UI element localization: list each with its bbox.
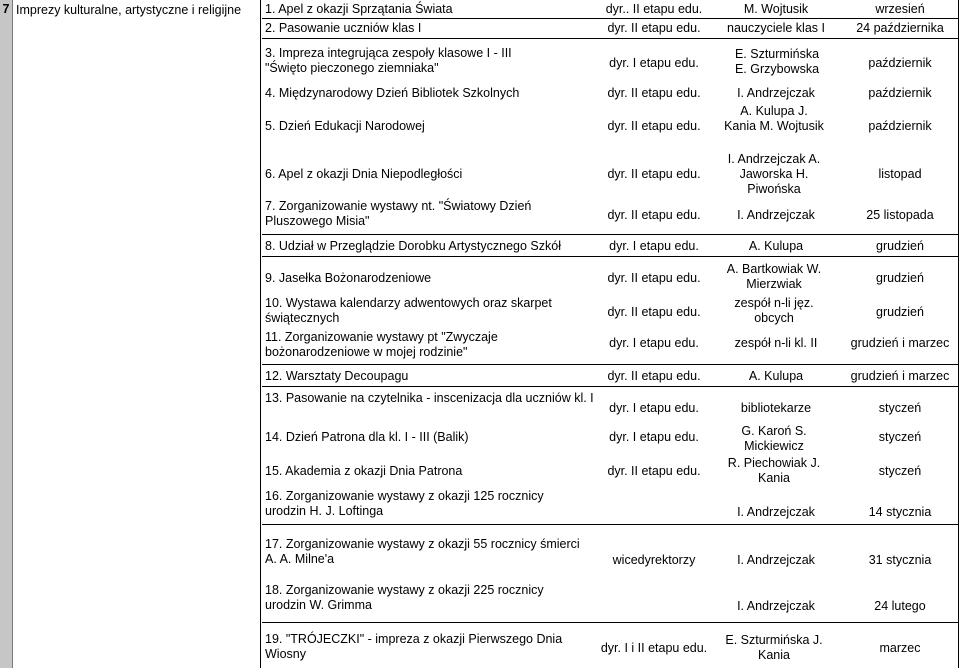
date-cell: grudzień [876,239,924,253]
table-row [262,151,959,197]
group-cell: dyr. II etapu edu. [607,305,701,319]
table-row [262,534,959,574]
event-cell: 17. Zorganizowanie wystawy z okazji 55 rocznicy śmierci A. A. Milne'a [265,537,580,566]
date-cell: październik [868,86,932,100]
event-cell: 12. Warsztaty Decoupagu [265,369,409,383]
event-cell: 14. Dzień Patrona dla kl. I - III (Balik) [265,430,469,444]
date-cell: październik [868,56,932,70]
group-cell: dyr. I etapu edu. [609,401,699,415]
table-row [262,296,959,330]
group-cell: wicedyrektorzy [612,553,696,567]
event-cell: 2. Pasowanie uczniów klas I [265,21,422,35]
date-cell: 25 listopada [866,208,934,222]
event-cell: 9. Jasełka Bożonarodzeniowe [265,271,432,285]
group-cell: dyr. I etapu edu. [609,239,699,253]
group-cell: dyr. I etapu edu. [609,430,699,444]
responsible-cell: I. Andrzejczak [737,599,815,613]
responsible-cell: M. Wojtusik [743,2,809,16]
event-cell: 16. Zorganizowanie wystawy z okazji 125 rocznicy urodzin H. J. Loftinga [265,489,544,518]
event-cell: 1. Apel z okazji Sprzątania Świata [265,2,453,16]
column-divider [260,0,261,668]
date-cell: grudzień i marzec [850,336,950,350]
responsible-cell: bibliotekarze [740,401,812,415]
responsible-cell: E. Szturmińska J. Kania [725,633,823,662]
event-cell: 3. Impreza integrująca zespoły klasowe I - III "Święto pieczonego ziemniaka" [265,46,512,75]
event-cell: 4. Międzynarodowy Dzień Bibliotek Szkolnych [265,86,520,100]
table-row [262,86,959,104]
event-cell: 6. Apel z okazji Dnia Niepodległości [265,167,463,181]
date-cell: październik [868,119,932,133]
responsible-cell: R. Piechowiak J. Kania [727,456,821,485]
table-row [262,197,959,235]
section-number: 7 [2,2,10,16]
table-row [262,260,959,296]
responsible-cell: zespół n-li jęz. obcych [734,296,814,325]
responsible-cell: A. Kulupa [748,239,804,253]
date-cell: styczeń [878,401,922,415]
event-cell: 11. Zorganizowanie wystawy pt "Zwyczaje bożonarodzeniowe w mojej rodzinie" [265,330,498,359]
table-row [262,390,959,424]
responsible-cell: A. Kulupa J. Kania M. Wojtusik [724,104,824,133]
date-cell: grudzień [876,271,924,285]
group-cell: dyr. II etapu edu. [607,271,701,285]
events-table [262,0,959,668]
event-cell: 15. Akademia z okazji Dnia Patrona [265,464,463,478]
table-row [262,456,959,488]
table-row [262,18,959,39]
table-row [262,234,959,257]
group-cell: dyr. II etapu edu. [607,86,701,100]
table-row [262,0,959,19]
table-row [262,330,959,365]
table-row [262,44,959,84]
table-row [262,104,959,150]
responsible-cell: I. Andrzejczak [737,86,815,100]
date-cell: 24 lutego [874,599,926,613]
group-cell: dyr. II etapu edu. [607,369,701,383]
date-cell: wrzesień [875,2,925,16]
table-row [262,424,959,458]
responsible-cell: G. Karoń S. Mickiewicz [741,424,807,453]
date-cell: grudzień i marzec [850,369,950,383]
date-cell: 31 stycznia [868,553,932,567]
event-cell: 5. Dzień Edukacji Narodowej [265,119,425,133]
table-row [262,488,959,525]
section-number-column [0,0,13,668]
responsible-cell: zespół n-li kl. II [734,336,818,350]
group-cell: dyr. II etapu edu. [607,167,701,181]
date-cell: marzec [879,641,921,655]
table-row [262,630,959,668]
group-cell: dyr. II etapu edu. [607,208,701,222]
responsible-cell: I. Andrzejczak [737,208,815,222]
date-cell: grudzień [876,305,924,319]
group-cell: dyr. I i II etapu edu. [600,641,708,655]
group-cell: dyr.. II etapu edu. [605,2,703,16]
responsible-cell: I. Andrzejczak [737,505,815,519]
group-cell: dyr. II etapu edu. [607,119,701,133]
event-cell: 10. Wystawa kalendarzy adwentowych oraz skarpet świątecznych [265,296,552,325]
responsible-cell: A. Bartkowiak W. Mierzwiak [726,262,822,291]
date-cell: 24 października [856,21,944,35]
responsible-cell: E. Szturmińska E. Grzybowska [734,47,820,76]
group-cell: dyr. I etapu edu. [609,336,699,350]
responsible-cell: A. Kulupa [748,369,804,383]
responsible-cell: I. Andrzejczak [737,553,815,567]
event-cell: 13. Pasowanie na czytelnika - inscenizacja dla uczniów kl. I [265,391,594,405]
responsible-cell: nauczyciele klas I [727,21,825,35]
date-cell: listopad [878,167,922,181]
group-cell: dyr. II etapu edu. [607,21,701,35]
table-row [262,582,959,623]
responsible-cell: I. Andrzejczak A. Jaworska H. Piwońska [727,152,821,196]
event-cell: 7. Zorganizowanie wystawy nt. "Światowy Dzień Pluszowego Misia" [265,199,532,228]
event-cell: 18. Zorganizowanie wystawy z okazji 225 rocznicy urodzin W. Grimma [265,583,544,612]
event-cell: 19. "TRÓJECZKI" - impreza z okazji Pierwszego Dnia Wiosny [265,632,563,661]
section-category: Imprezy kulturalne, artystyczne i religijne [16,3,242,17]
date-cell: styczeń [878,430,922,444]
date-cell: 14 stycznia [868,505,932,519]
table-row [262,364,959,387]
group-cell: dyr. II etapu edu. [607,464,701,478]
date-cell: styczeń [878,464,922,478]
group-cell: dyr. I etapu edu. [609,56,699,70]
event-cell: 8. Udział w Przeglądzie Dorobku Artystycznego Szkół [265,239,561,253]
